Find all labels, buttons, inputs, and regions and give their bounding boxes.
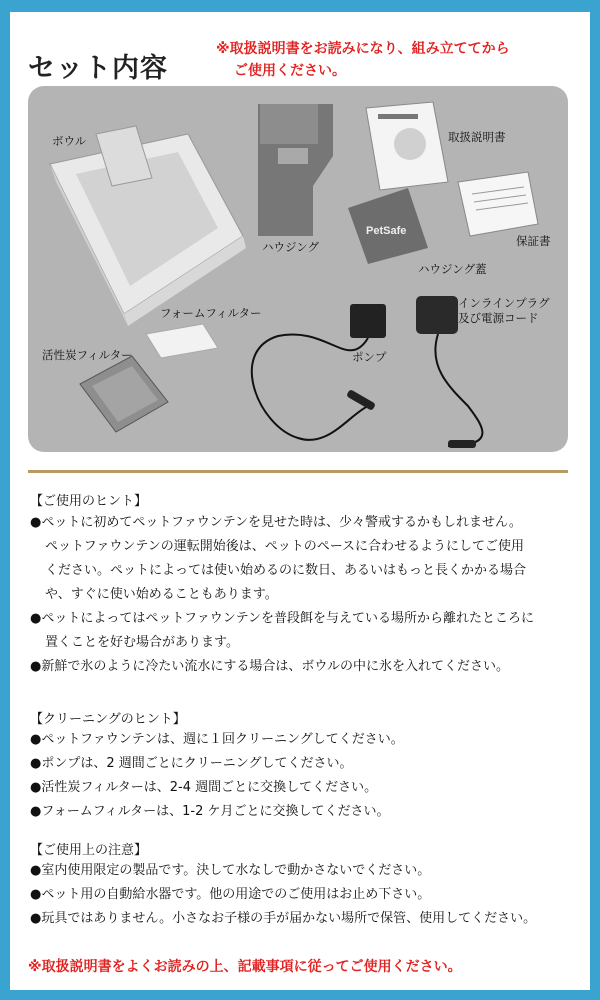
label-foam-filter: フォームフィルター [160,306,262,320]
label-housing-lid: ハウジング蓋 [418,262,487,276]
product-photo [28,86,568,452]
caution-line: ●ペット用の自動給水器です。他の用途でのご使用はお止め下さい。 [30,887,431,902]
manual-image [366,102,448,190]
housing-lid-image [348,188,428,264]
usage-hints-heading: 【ご使用のヒント】 [30,494,148,509]
label-inline-plug-2: 及び電源コード [458,311,539,325]
bottom-warning: ※取扱説明書をよくお読みの上、記載事項に従ってご使用ください。 [28,959,462,975]
usage-hint-line: や、すぐに使い始めることもあります。 [45,587,278,602]
section-divider [28,470,568,473]
label-inline-plug-1: インラインプラグ [458,296,550,310]
warranty-image [458,172,538,236]
usage-hint-line: 置くことを好む場合があります。 [45,635,239,650]
label-warranty: 保証書 [516,234,551,248]
top-warning-line2: ご使用ください。 [234,63,346,79]
pump-and-cord-image [252,296,483,448]
usage-hint-line: ください。ペットによっては使い始めるのに数日、あるいはもっと長くかかる場合 [45,563,527,578]
foam-filter-image [146,324,218,358]
caution-line: ●室内使用限定の製品です。決して水なしで動かさないでください。 [30,863,431,878]
usage-hint-line: ●ペットによってはペットファウンテンを普段餌を与えている場所から離れたところに [30,611,535,626]
top-warning-line1: ※取扱説明書をお読みになり、組み立ててから [216,41,510,57]
caution-line: ●玩具ではありません。小さなお子様の手が届かない場所で保管、使用してください。 [30,911,537,926]
usage-hint-line: ●ペットに初めてペットファウンテンを見せた時は、少々警戒するかもしれません。 [30,515,522,530]
content-card [10,12,590,990]
label-pump: ポンプ [352,350,387,364]
brand-text: PetSafe [366,225,407,237]
housing-image [258,104,333,236]
cautions-heading: 【ご使用上の注意】 [30,843,148,858]
top-warning [216,38,586,82]
cleaning-hint-line: ●活性炭フィルターは、2-4 週間ごとに交換してください。 [30,780,378,795]
label-manual: 取扱説明書 [448,130,506,144]
carbon-filter-image [80,356,168,432]
label-bowl: ボウル [52,134,87,148]
cleaning-hint-line: ●ペットファウンテンは、週に１回クリーニングしてください。 [30,732,404,747]
usage-hint-line: ペットファウンテンの運転開始後は、ペットのペースに合わせるようにしてご使用 [45,539,525,554]
usage-hint-line: ●新鮮で氷のように冷たい流水にする場合は、ボウルの中に氷を入れてください。 [30,659,509,674]
label-housing: ハウジング [262,240,319,254]
cleaning-hints-heading: 【クリーニングのヒント】 [30,712,186,727]
label-carbon-filter: 活性炭フィルター [42,348,133,362]
bowl-image [50,126,246,326]
cleaning-hint-line: ●ポンプは、2 週間ごとにクリーニングしてください。 [30,756,353,771]
cleaning-hint-line: ●フォームフィルターは、1-2 ケ月ごとに交換してください。 [30,804,390,819]
page-title: セット内容 [28,53,168,84]
